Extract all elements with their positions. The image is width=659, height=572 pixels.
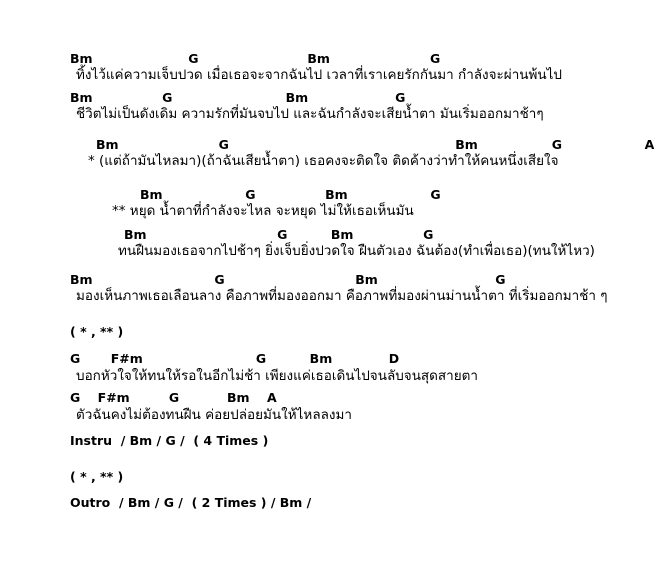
chord-line: Bm G Bm G <box>70 51 441 66</box>
chord-line: Bm G Bm G A <box>96 137 655 152</box>
chord-line: G F#m G Bm D <box>70 351 400 366</box>
lyric-line: ** หยุด น้ำตาที่กำลังจะไหล จะหยุด ไม่ให้เธอเห็นมัน <box>112 203 414 219</box>
chord-line: Bm G Bm G <box>70 90 406 105</box>
chord-line: G F#m G Bm A <box>70 390 277 405</box>
arrangement-line: Instru / Bm / G / ( 4 Times ) <box>70 433 269 448</box>
section-reference-line: ( * , ** ) <box>70 469 124 484</box>
chord-line: Bm G Bm G <box>70 272 506 287</box>
chord-line: Bm G Bm G <box>140 187 441 202</box>
chord-line: Bm G Bm G <box>124 227 434 242</box>
lyric-line: มองเห็นภาพเธอเลือนลาง คือภาพที่มองออกมา คือภาพที่มองผ่านม่านน้ำตา ที่เริ่มออกมาช้า ๆ <box>76 288 608 304</box>
section-reference-line: ( * , ** ) <box>70 324 124 339</box>
lyric-line: ชีวิตไม่เป็นดังเดิม ความรักที่มันจบไป และฉันกำลังจะเสียน้ำตา มันเริ่มออกมาช้าๆ <box>76 106 544 122</box>
lyric-line: ทิ้งไว้แค่ความเจ็บปวด เมื่อเธอจะจากฉันไป เวลาที่เราเคยรักกันมา กำลังจะผ่านพ้นไป <box>76 67 562 83</box>
lyric-line: * (แต่ถ้ามันไหลมา)(ถ้าฉันเสียน้ำตา) เธอคงจะติดใจ ติดค้างว่าทำให้คนหนึ่งเสียใจ <box>88 153 559 169</box>
arrangement-line: Outro / Bm / G / ( 2 Times ) / Bm / <box>70 495 312 510</box>
lyric-line: บอกหัวใจให้ทนให้รอในอีกไม่ช้า เพียงแค่เธอเดินไปจนลับจนสุดสายตา <box>76 368 479 384</box>
lyric-line: ทนฝืนมองเธอจากไปช้าๆ ยิ่งเจ็บยิ่งปวดใจ ฝืนตัวเอง ฉันต้อง(ทำเพื่อเธอ)(ทนให้ไหว) <box>118 243 595 259</box>
lyric-line: ตัวฉันคงไม่ต้องทนฝืน ค่อยปล่อยมันให้ไหลลงมา <box>76 407 352 423</box>
